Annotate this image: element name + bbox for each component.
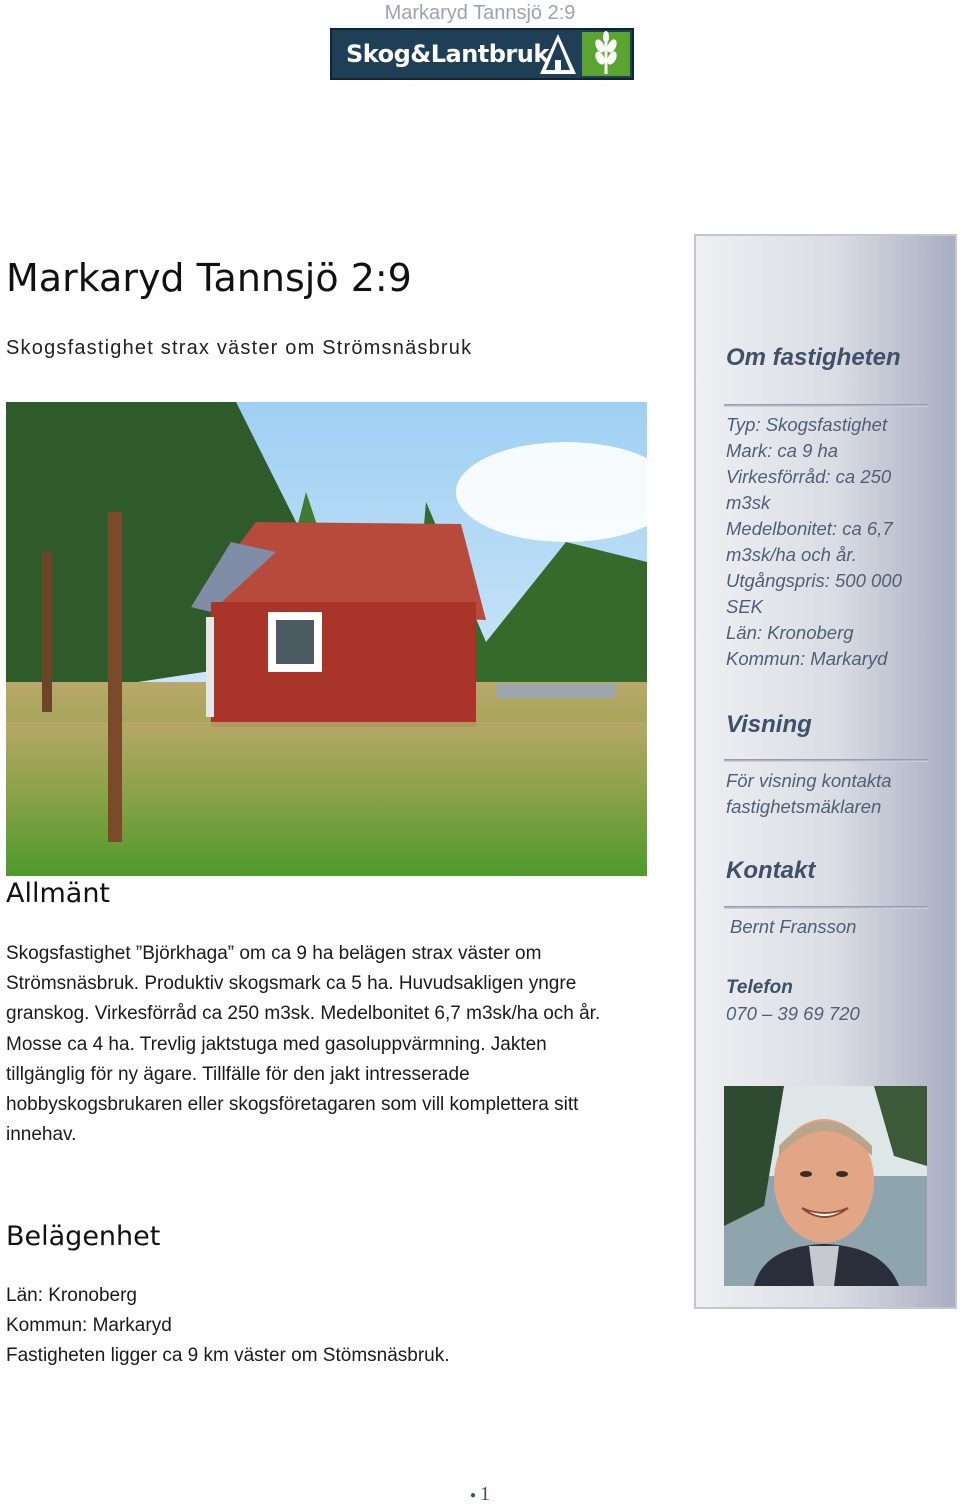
- contact-name: Bernt Fransson: [730, 916, 857, 937]
- sidebar-heading-om-fastigheten: Om fastigheten: [726, 344, 901, 371]
- fact-item: m3sk: [726, 492, 771, 513]
- sidebar-divider: [724, 906, 928, 909]
- allmant-line: Mosse ca 4 ha. Trevlig jaktstuga med gasoluppvärmning. Jakten: [6, 1033, 547, 1055]
- fact-list: [726, 412, 936, 672]
- running-header-title: Markaryd Tannsjö 2:9: [384, 2, 576, 24]
- page-number: [0, 1483, 960, 1506]
- fact-item: m3sk/ha och år.: [726, 544, 857, 565]
- allmant-line: Strömsnäsbruk. Produktiv skogsmark ca 5 ha. Huvudsakligen yngre: [6, 973, 577, 995]
- fact-item: SEK: [726, 596, 764, 617]
- fact-item: Virkesförråd: ca 250: [726, 466, 892, 487]
- sidebar-divider: [724, 404, 928, 407]
- company-logo: [330, 28, 634, 80]
- property-photo: [6, 402, 647, 876]
- belagenhet-body: [6, 1281, 686, 1372]
- visning-line: fastighetsmäklaren: [726, 796, 882, 817]
- fact-item: Utgångspris: 500 000: [726, 570, 902, 591]
- fact-item: Kommun: Markaryd: [726, 648, 888, 669]
- fact-item: Typ: Skogsfastighet: [726, 414, 888, 435]
- allmant-line: innehav.: [6, 1124, 77, 1146]
- visning-line: För visning kontakta: [726, 770, 892, 791]
- fact-item: Medelbonitet: ca 6,7: [726, 518, 893, 539]
- agent-portrait: [724, 1086, 927, 1286]
- telefon-label: Telefon: [726, 977, 793, 998]
- allmant-line: hobbyskogsbrukaren eller skogsföretagaren som vill komplettera sitt: [6, 1094, 579, 1116]
- page-number-value: 1: [480, 1483, 491, 1505]
- bullet-icon: ●: [469, 1489, 477, 1501]
- page-subtitle: Skogsfastighet strax väster om Strömsnäsbruk: [6, 337, 473, 359]
- allmant-line: granskog. Virkesförråd ca 250 m3sk. Medelbonitet 6,7 m3sk/ha och år.: [6, 1003, 601, 1025]
- belagenhet-line: Län: Kronoberg: [6, 1285, 137, 1306]
- allmant-body: [6, 939, 686, 1150]
- visning-text: [726, 768, 936, 820]
- section-heading-allmant: Allmänt: [6, 878, 111, 909]
- telefon-number[interactable]: 070 – 39 69 720: [726, 1003, 860, 1024]
- allmant-line: tillgänglig för ny ägare. Tillfälle för den jakt intresserade: [6, 1063, 470, 1085]
- agent-portrait-icon: [724, 1086, 927, 1286]
- tree-and-wheat-icon: [528, 30, 632, 78]
- sidebar-divider: [724, 759, 928, 762]
- page-title: Markaryd Tannsjö 2:9: [6, 256, 412, 300]
- fact-item: Mark: ca 9 ha: [726, 440, 839, 461]
- sidebar-heading-visning: Visning: [726, 711, 812, 738]
- allmant-line: Skogsfastighet ”Björkhaga” om ca 9 ha belägen strax väster om: [6, 943, 542, 964]
- section-heading-belagenhet: Belägenhet: [6, 1221, 161, 1252]
- sidebar-heading-kontakt: Kontakt: [726, 857, 816, 884]
- fact-item: Län: Kronoberg: [726, 622, 854, 643]
- logo-text: Skog&Lantbruk: [346, 40, 549, 68]
- red-cabin-photo-icon: [6, 402, 647, 876]
- belagenhet-line: Fastigheten ligger ca 9 km väster om Stömsnäsbruk.: [6, 1345, 450, 1367]
- belagenhet-line: Kommun: Markaryd: [6, 1315, 172, 1337]
- fact-sidebar: [694, 234, 957, 1309]
